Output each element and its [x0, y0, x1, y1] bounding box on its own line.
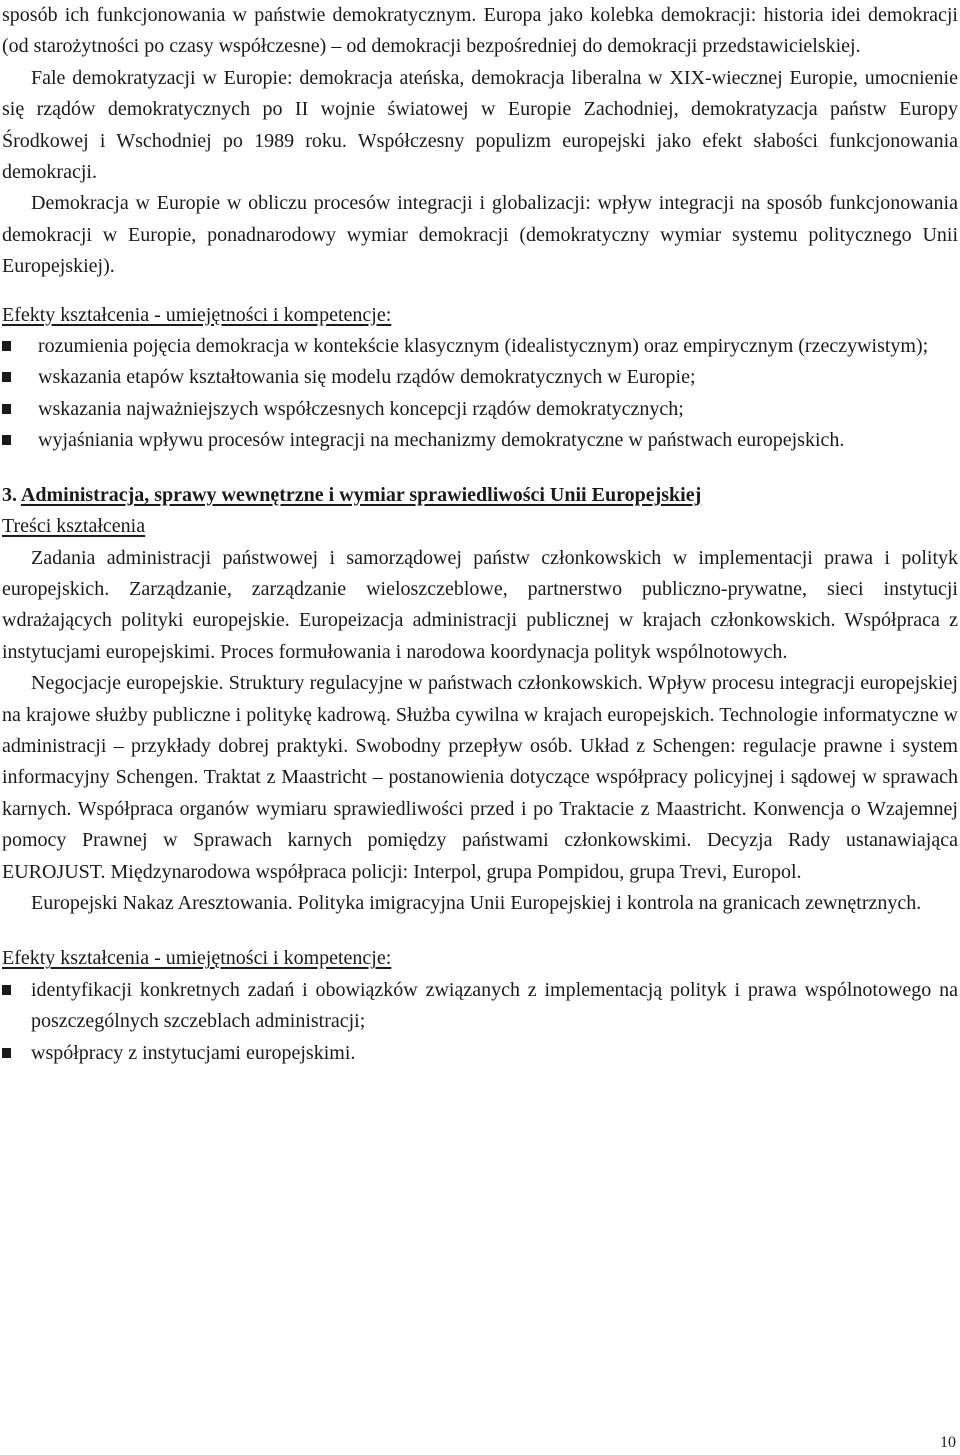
list-item-text: wyjaśniania wpływu procesów integracji na mechanizmy demokratyczne w państwach europejskich. — [38, 429, 845, 452]
paragraph-democratization-waves: Fale demokratyzacji w Europie: demokracja ateńska, demokracja liberalna w XIX-wiecznej Europie, umocnienie się rządów demokratycznych po II wojnie światowej w Europie Zachodniej, demokratyzacja państw Europy Środkowej i Wschodniej po 1989 roku. Współczesny populizm europejski jako efekt słabości funkcjonowania demokracji. — [2, 66, 958, 184]
list-item-text: współpracy z instytucjami europejskimi. — [31, 1041, 356, 1064]
spacer — [2, 919, 958, 943]
list-item — [2, 394, 958, 425]
list-item-text: wskazania najważniejszych współczesnych koncepcji rządów demokratycznych; — [38, 397, 684, 420]
square-bullet-icon — [2, 1048, 11, 1058]
paragraph-negotiations: Negocjacje europejskie. Struktury regulacyjne w państwach członkowskich. Wpływ procesu integracji europejskiej na krajowe służby publiczne i politykę kadrową. Służba cywilna w krajach europejskich. Technologie informatyczne w administracji – przykłady dobrej praktyki. Swobodny przepływ osób. Układ z Schengen: regulacje prawne i system informacyjny Schengen. Traktat z Maastricht – postanowienia dotyczące współpracy policyjnej i sądowej w sprawach karnych. Współpraca organów wymiaru sprawiedliwości przed i po Traktacie z Maastricht. Konwencja o Wzajemnej pomocy Prawnej w Sprawach karnych pomiędzy państwami członkowskimi. Decyzja Rady ustanawiająca EUROJUST. Międzynarodowa współpraca policji: Interpol, grupa Pompidou, grupa Trevi, Europol. — [2, 672, 958, 883]
square-bullet-icon — [2, 435, 11, 445]
paragraph-democracy-integration: Demokracja w Europie w obliczu procesów integracji i globalizacji: wpływ integracji na sposób funkcjonowania demokracji w Europie, ponadnarodowy wymiar demokracji (demokratyczny wymiar systemu politycznego Unii Europejskiej). — [2, 192, 958, 278]
section-number: 3. — [2, 483, 17, 506]
outcomes-list-section3 — [2, 975, 958, 1069]
outcomes-heading: Efekty kształcenia - umiejętności i kompetencje: — [2, 303, 392, 326]
spacer — [2, 457, 958, 480]
list-item — [2, 975, 958, 1038]
list-item-text: rozumienia pojęcia demokracja w kontekście klasycznym (idealistycznym) oraz empirycznym (rzeczywistym); — [38, 335, 929, 358]
outcomes-heading-section3: Efekty kształcenia - umiejętności i kompetencje: — [2, 947, 392, 970]
paragraph-administration: Zadania administracji państwowej i samorządowej państw członkowskich w implementacji prawa i polityk europejskich. Zarządzanie, zarządzanie wieloszczeblowe, partnerstwo publiczno-prywatne, sieci instytucji wdrażających polityki europejskie. Europeizacja administracji publicznej w krajach członkowskich. Współpraca z instytucjami europejskimi. Proces formułowania i narodowa koordynacja polityk wspólnotowych. — [2, 546, 958, 663]
list-item — [2, 1038, 958, 1069]
list-item-text: wskazania etapów kształtowania się modelu rządów demokratycznych w Europie; — [38, 366, 696, 389]
page-number: 10 — [940, 1434, 956, 1451]
list-item — [2, 362, 958, 393]
outcomes-list — [2, 331, 958, 457]
square-bullet-icon — [2, 341, 11, 351]
list-item-text: identyfikacji konkretnych zadań i obowiązków związanych z implementacją polityk i prawa wspólnotowego na poszczególnych szczeblach administracji; — [31, 978, 958, 1033]
section-heading — [2, 480, 958, 511]
paragraph-arrest-warrant: Europejski Nakaz Aresztowania. Polityka imigracyjna Unii Europejskiej i kontrola na granicach zewnętrznych. — [31, 891, 922, 914]
list-item — [2, 425, 958, 456]
square-bullet-icon — [2, 985, 11, 995]
section-title: Administracja, sprawy wewnętrzne i wymiar sprawiedliwości Unii Europejskiej — [20, 483, 702, 506]
square-bullet-icon — [2, 372, 11, 382]
document-page — [2, 0, 958, 1069]
paragraph-democracy-history: sposób ich funkcjonowania w państwie demokratycznym. Europa jako kolebka demokracji: historia idei demokracji (od starożytności po czasy współczesne) – od demokracji bezpośredniej do demokracji przedstawicielskiej. — [2, 4, 958, 58]
square-bullet-icon — [2, 404, 11, 414]
content-heading: Treści kształcenia — [2, 515, 146, 538]
list-item — [2, 331, 958, 362]
spacer — [2, 283, 958, 300]
